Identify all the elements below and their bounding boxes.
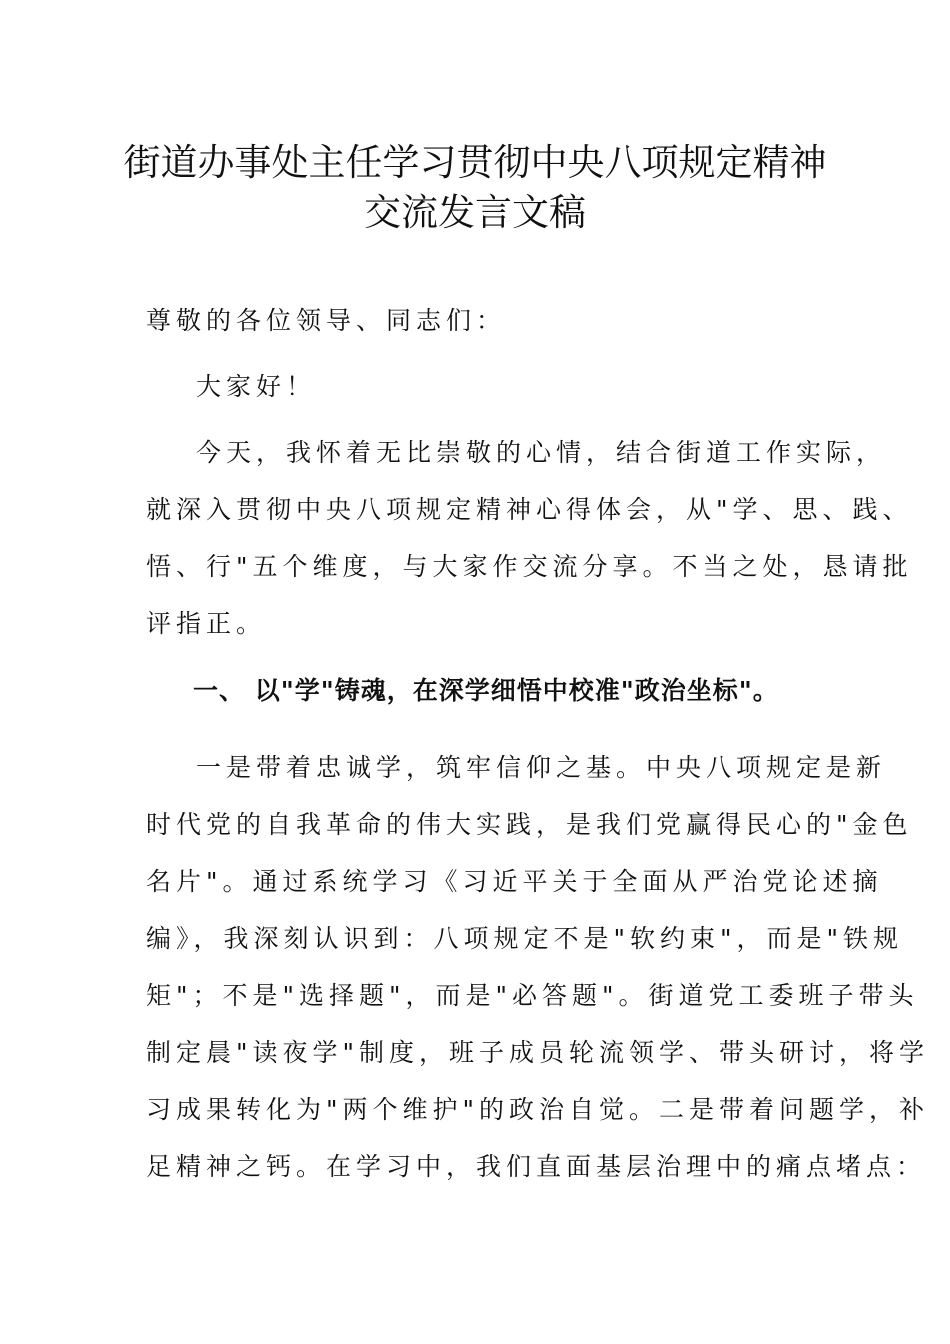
intro-paragraph-line: 今天，我怀着无比崇敬的心情，结合街道工作实际，	[196, 438, 887, 467]
intro-paragraph-line: 悟、行"五个维度，与大家作交流分享。不当之处，恳请批	[146, 552, 913, 581]
intro-paragraph-line: 评指正。	[146, 609, 267, 638]
greeting: 大家好！	[196, 372, 317, 401]
section-1-paragraph-line: 制定晨"读夜学"制度，班子成员轮流领学、带头研讨，将学	[146, 1038, 930, 1067]
document-title-line-1: 街道办事处主任学习贯彻中央八项规定精神	[123, 141, 827, 184]
section-1-paragraph-line: 足精神之钙。在学习中，我们直面基层治理中的痛点堵点：	[146, 1152, 927, 1181]
section-1-paragraph-line: 习成果转化为"两个维护"的政治自觉。二是带着问题学，补	[146, 1095, 930, 1124]
section-1-paragraph-line: 名片"。通过系统学习《习近平关于全面从严治党论述摘	[146, 867, 883, 896]
salutation: 尊敬的各位领导、同志们：	[146, 306, 507, 335]
section-1-paragraph-line: 矩"；不是"选择题"，而是"必答题"。街道党工委班子带头	[146, 981, 919, 1010]
section-1-heading: 一、 以"学"铸魂，在深学细悟中校准"政治坐标"。	[193, 676, 779, 705]
intro-paragraph-line: 就深入贯彻中央八项规定精神心得体会，从"学、思、践、	[146, 495, 913, 524]
section-1-paragraph-line: 时代党的自我革命的伟大实践，是我们党赢得民心的"金色	[146, 810, 913, 839]
document-title-line-2: 交流发言文稿	[364, 191, 586, 234]
section-1-paragraph-line: 一是带着忠诚学，筑牢信仰之基。中央八项规定是新	[196, 753, 887, 782]
section-1-paragraph-line: 编》，我深刻认识到：八项规定不是"软约束"，而是"铁规	[146, 924, 903, 953]
